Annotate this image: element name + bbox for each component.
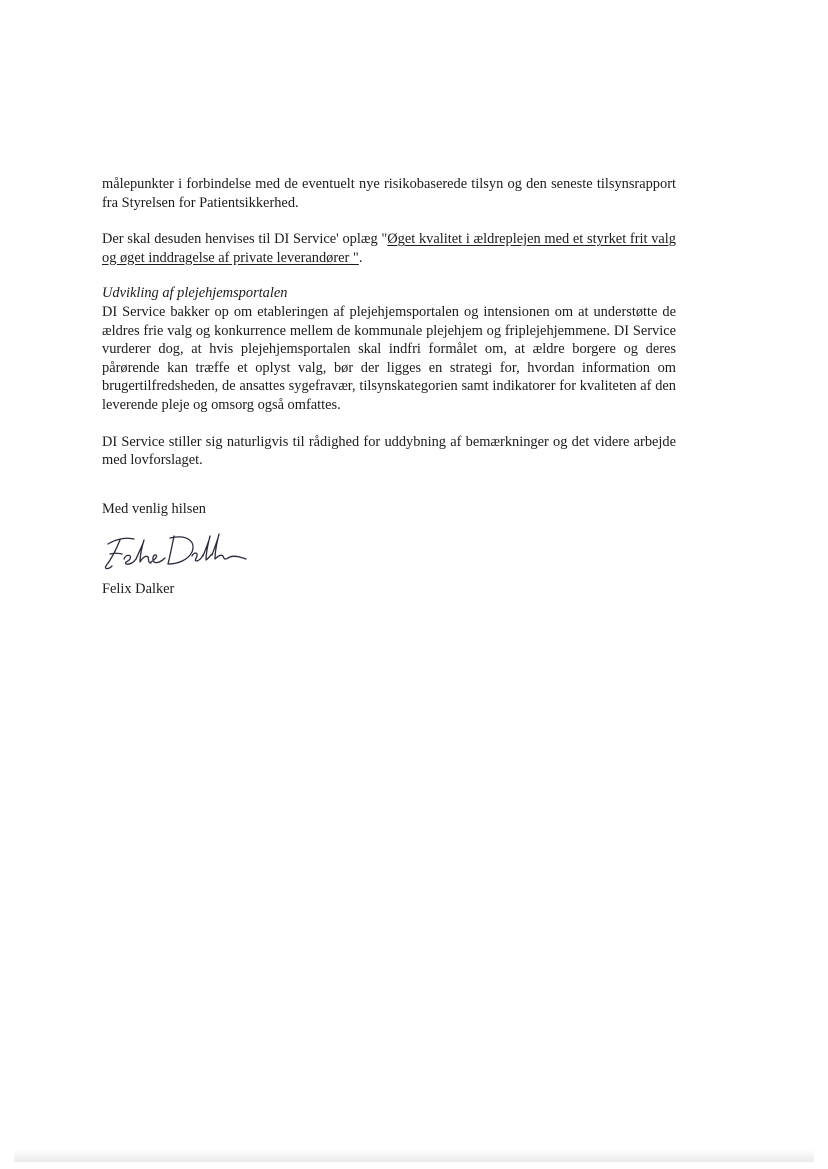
closing-greeting: Med venlig hilsen [102,500,206,517]
scan-edge-shadow [14,1150,814,1162]
letter-body [102,175,676,599]
section-heading: Udvikling af plejehjemsportalen [102,285,288,302]
handwritten-signature [102,526,252,576]
paragraph-reference [102,230,676,267]
paragraph-plejehjemsportalen: DI Service bakker op om etableringen af plejehjemsportalen og intensionen om at understøtte de ældres frie valg og konkurrence mellem de kommunale plejehjem og friplejehjemmene. DI Service vurderer dog, at hvis plejehjemsportalen skal indfri formålet om, at ældre borgere og deres pårørende kan træffe et oplyst valg, bør der ligges en strategi for, hvordan information om brugertilfredsheden, de ansattes sygefravær, tilsynskategorien samt indikatorer for kvaliteten af den leverende pleje og omsorg også omfattes. [102,303,676,413]
paragraph-closing-remark: DI Service stiller sig naturligvis til rådighed for uddybning af bemærkninger og det videre arbejde med lovforslaget. [102,433,676,469]
signer-name: Felix Dalker [102,581,175,598]
paragraph-tilsyn: målepunkter i forbindelse med de eventuelt nye risikobaserede tilsyn og den seneste tilsynsrapport fra Styrelsen for Patientsikkerhed. [102,176,676,211]
reference-link[interactable]: Øget kvalitet i ældreplejen med et styrket frit valg og øget inddragelse af private leverandører " [102,231,676,266]
reference-suffix: . [358,249,363,266]
reference-prefix: Der skal desuden henvises til DI Service' oplæg " [102,231,388,248]
signature-image [102,526,252,576]
